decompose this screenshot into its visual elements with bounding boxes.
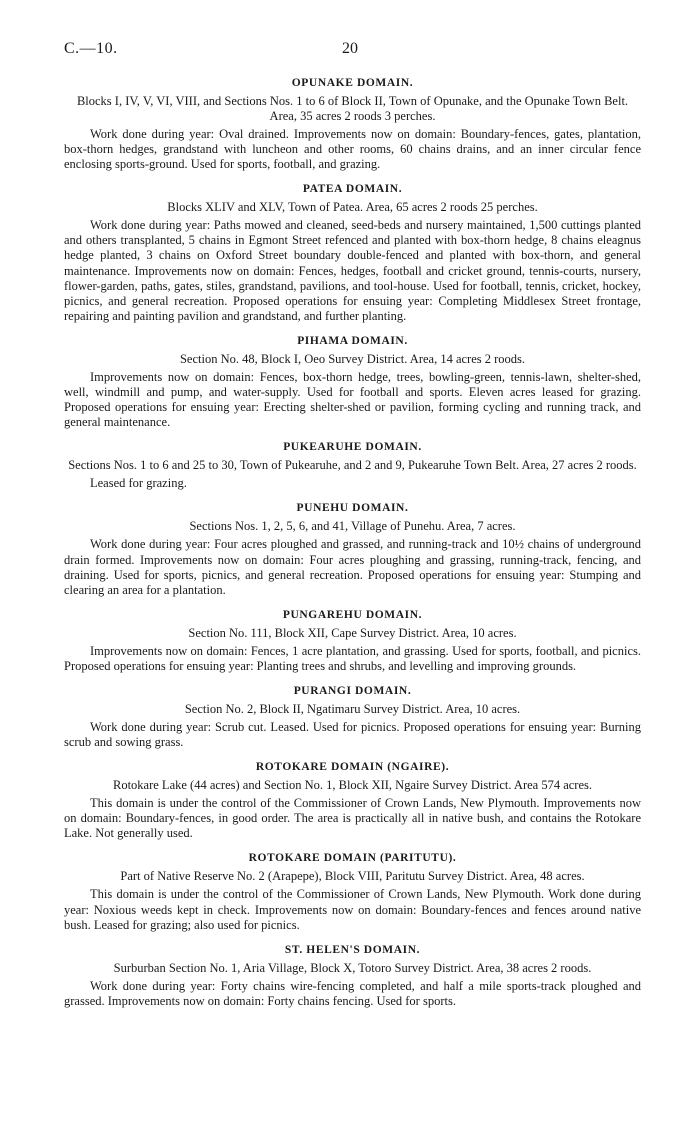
domain-description: Section No. 111, Block XII, Cape Survey District. Area, 10 acres. xyxy=(188,625,517,640)
domain-body: Work done during year: Four acres ploughed and grassed, and running-track and 10½ chains of underground drain formed. Improvements now on domain: Four acres ploughing and grassing, running-track, fencing, and draining. Used for sports, picnics, and general recreation. Proposed operations for ensuing year: Stumping and clearing an area for a plantation. xyxy=(64,537,641,597)
domain-title: ROTOKARE DOMAIN (PARITUTU). xyxy=(248,852,457,865)
page-number: 20 xyxy=(342,40,358,57)
domain-entry xyxy=(64,501,641,597)
domain-entry xyxy=(64,440,641,491)
domain-body: Improvements now on domain: Fences, 1 acre plantation, and grassing. Used for sports, football, and picnics. Proposed operations for ensuing year: Planting trees and shrubs, and levelling and improving grounds. xyxy=(64,643,641,673)
domain-description: Surburban Section No. 1, Aria Village, Block X, Totoro Survey District. Area, 38 acres 2 roods. xyxy=(113,960,592,975)
domain-description: Section No. 48, Block I, Oeo Survey District. Area, 14 acres 2 roods. xyxy=(179,351,526,366)
domain-body: Work done during year: Scrub cut. Leased. Used for picnics. Proposed operations for ensuing year: Burning scrub and sowing grass. xyxy=(64,719,641,750)
domain-title: PIHAMA DOMAIN. xyxy=(297,334,408,347)
domain-body: Work done during year: Oval drained. Improvements now on domain: Boundary-fences, gates, plantation, box-thorn hedges, grandstand with luncheon and other rooms, 60 chains drains, and an inner circular fence enclosing sports-ground. Used for sports, football, and grazing. xyxy=(64,127,641,172)
domain-title: PUKEARUHE DOMAIN. xyxy=(283,441,422,454)
domain-entry xyxy=(64,76,641,172)
domain-body: This domain is under the control of the Commissioner of Crown Lands, New Plymouth. Improvements now on domain: Boundary-fences, in good order. The area is practically all in native bush, and contains the Rotokare Lake. Not generally used. xyxy=(64,796,641,841)
domain-entry xyxy=(64,760,641,841)
domain-title: ROTOKARE DOMAIN (NGAIRE). xyxy=(255,761,450,774)
domain-description: Blocks I, IV, V, VI, VIII, and Sections Nos. 1 to 6 of Block II, Town of Opunake, and the Opunake Town Belt. Area, 35 acres 2 roods 3 perches. xyxy=(76,94,629,123)
domain-description: Part of Native Reserve No. 2 (Arapepe), Block VIII, Paritutu Survey District. Area, 48 acres. xyxy=(120,869,585,884)
domain-body: Improvements now on domain: Fences, box-thorn hedge, trees, bowling-green, tennis-lawn, shelter-shed, well, windmill and pump, and water-supply. Used for football and sports. Eleven acres leased for grazing. Proposed operations for ensuing year: Erecting shelter-shed or pavilion, forming cycling and running track, and general maintenance. xyxy=(64,369,641,430)
domain-body: This domain is under the control of the Commissioner of Crown Lands, New Plymouth. Work done during year: Noxious weeds kept in check. Improvements now on domain: Boundary-fences and fences around native bush. Leased for grazing; also used for picnics. xyxy=(64,887,641,932)
domain-description: Rotokare Lake (44 acres) and Section No. 1, Block XII, Ngaire Survey District. Area 574 acres. xyxy=(112,778,592,793)
domain-description: Sections Nos. 1, 2, 5, 6, and 41, Village of Punehu. Area, 7 acres. xyxy=(189,519,516,534)
domain-entry xyxy=(64,851,641,932)
domain-title: PURANGI DOMAIN. xyxy=(293,684,412,697)
domain-description: Section No. 2, Block II, Ngatimaru Survey District. Area, 10 acres. xyxy=(184,701,521,716)
domain-entry xyxy=(64,334,641,430)
domain-title: PUNEHU DOMAIN. xyxy=(296,502,409,515)
domain-body: Work done during year: Forty chains wire-fencing completed, and half a mile sports-track ploughed and grassed. Improvements now on domain: Forty chains fencing. Used for sports. xyxy=(64,978,641,1008)
domain-description: Blocks XLIV and XLV, Town of Patea. Area, 65 acres 2 roods 25 perches. xyxy=(167,200,538,215)
domain-entry xyxy=(64,943,641,1009)
report-code: C.—10. xyxy=(64,40,118,57)
domain-entry xyxy=(64,182,641,324)
domains-list xyxy=(64,76,641,1009)
domain-description: Sections Nos. 1 to 6 and 25 to 30, Town of Pukearuhe, and 2 and 9, Pukearuhe Town Belt. Area, 27 acres 2 roods. xyxy=(68,458,637,473)
domain-title: PATEA DOMAIN. xyxy=(302,183,403,196)
domain-body: Work done during year: Paths mowed and cleaned, seed-beds and nursery maintained, 1,500 cuttings planted and others transplanted, 5 chains in Egmont Street refenced and planted with box-thorn hedge, 8 chains eleagnus hedge planted, 3 chains on Oxford Street boundary double-fenced and planted with box-thorn, and general maintenance. Improvements now on domain: Fences, hedges, football and cricket ground, tennis-courts, nursery, flower-garden, paths, gates, stiles, grandstand, pavilions, and tool-house. Used for football, tennis, cricket, hockey, picnics, and general recreation. Proposed operations for ensuing year: Completing Middlesex Street frontage, repairing and painting pavilion and grandstand, and further planting. xyxy=(64,218,641,323)
domain-title: OPUNAKE DOMAIN. xyxy=(291,77,414,89)
page-header xyxy=(0,40,700,60)
domain-body: Leased for grazing. xyxy=(90,476,187,491)
domain-title: PUNGAREHU DOMAIN. xyxy=(282,608,423,621)
domain-entry xyxy=(64,684,641,750)
domain-title: ST. HELEN'S DOMAIN. xyxy=(284,943,421,956)
domain-entry xyxy=(64,608,641,674)
